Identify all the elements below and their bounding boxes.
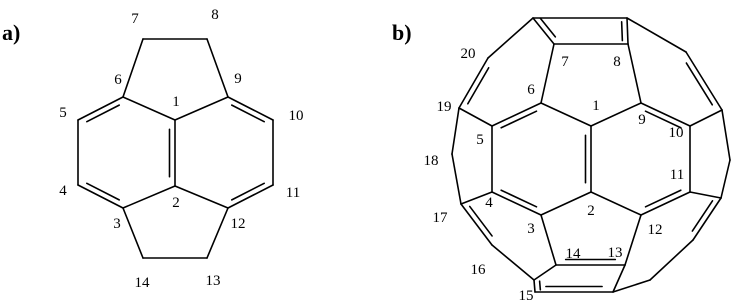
atom-number-a-5: 5 — [59, 105, 67, 121]
atom-number-b-9: 9 — [638, 112, 646, 128]
bond-b-c11-c12 — [641, 192, 690, 215]
atom-number-a-12: 12 — [230, 216, 246, 232]
bond-b-r1-r2-inner — [686, 63, 712, 105]
bond-b-c19-c20 — [459, 58, 488, 108]
atom-number-a-7: 7 — [131, 11, 139, 27]
bond-b-r1-r2 — [686, 52, 722, 110]
bond-b-r4-c11 — [690, 192, 721, 198]
atom-number-a-6: 6 — [114, 72, 122, 88]
atom-number-b-1: 1 — [592, 98, 600, 114]
bond-b-c16-c15 — [492, 245, 534, 280]
atom-number-b-5: 5 — [476, 132, 484, 148]
atom-number-a-9: 9 — [234, 71, 242, 87]
atom-number-b-10: 10 — [668, 125, 684, 141]
bond-b-t2-c8-inner — [622, 22, 623, 41]
bond-b-c9-c10 — [641, 103, 690, 126]
atom-number-a-2: 2 — [172, 195, 180, 211]
bond-b-c19-c20-inner — [468, 68, 489, 104]
atom-number-b-18: 18 — [423, 153, 439, 169]
bond-b-c15-bl-inner — [540, 281, 541, 290]
bond-b-c10-r2 — [690, 110, 722, 126]
atom-number-b-7: 7 — [561, 54, 569, 70]
atom-number-a-4: 4 — [59, 183, 67, 199]
bond-b-r3-r4 — [721, 160, 730, 198]
bond-b-c15-bl — [534, 280, 535, 292]
atom-number-b-16: 16 — [470, 262, 486, 278]
bond-b-c1-c6 — [541, 103, 591, 126]
bond-b-t2-c8 — [627, 18, 628, 44]
atom-number-b-13: 13 — [607, 245, 623, 261]
bond-b-c9-c8 — [628, 44, 641, 103]
bond-b-t2-r1 — [627, 18, 686, 52]
bond-b-t1-c7-inner — [540, 18, 555, 37]
atom-number-a-11: 11 — [285, 185, 301, 201]
bond-b-r2-r3 — [722, 110, 730, 160]
atom-number-b-19: 19 — [436, 99, 452, 115]
atom-number-b-17: 17 — [432, 210, 448, 226]
bond-b-c12-c13 — [625, 215, 641, 265]
atom-number-a-3: 3 — [113, 216, 121, 232]
atom-number-b-8: 8 — [613, 54, 621, 70]
bond-b-r5-r6 — [650, 240, 693, 280]
bond-b-r4-r5 — [693, 198, 721, 240]
bond-b-br-r6 — [613, 280, 650, 292]
atom-number-a-10: 10 — [288, 108, 304, 124]
atom-number-b-2: 2 — [587, 203, 595, 219]
bond-b-c15-c14 — [534, 265, 556, 280]
atom-number-a-8: 8 — [211, 7, 219, 23]
bond-b-c6-c7 — [541, 44, 554, 103]
atom-number-b-14: 14 — [565, 246, 581, 262]
bond-b-c19-c18 — [452, 108, 459, 154]
panel-a-label: a) — [2, 20, 21, 45]
panel-b-label: b) — [392, 20, 412, 45]
atom-number-b-4: 4 — [485, 195, 493, 211]
atom-number-a-14: 14 — [134, 275, 150, 291]
atom-number-b-15: 15 — [518, 288, 534, 302]
atom-number-a-13: 13 — [205, 273, 221, 289]
atom-number-b-3: 3 — [527, 221, 535, 237]
bond-b-c5-c19 — [459, 108, 492, 126]
bond-b-c18-c17 — [452, 154, 461, 204]
bond-b-c20-t1 — [488, 18, 533, 58]
atom-number-a-1: 1 — [172, 94, 180, 110]
atom-number-b-12: 12 — [647, 222, 663, 238]
bond-b-c4-c3 — [492, 192, 541, 215]
bond-b-c2-c3 — [541, 192, 591, 215]
atom-number-b-20: 20 — [460, 46, 476, 62]
bond-b-c3-c14 — [541, 215, 556, 265]
atom-number-b-6: 6 — [527, 82, 535, 98]
bond-b-c6-c5 — [492, 103, 541, 126]
atom-number-b-11: 11 — [669, 167, 685, 183]
bond-b-c2-c12 — [591, 192, 641, 215]
